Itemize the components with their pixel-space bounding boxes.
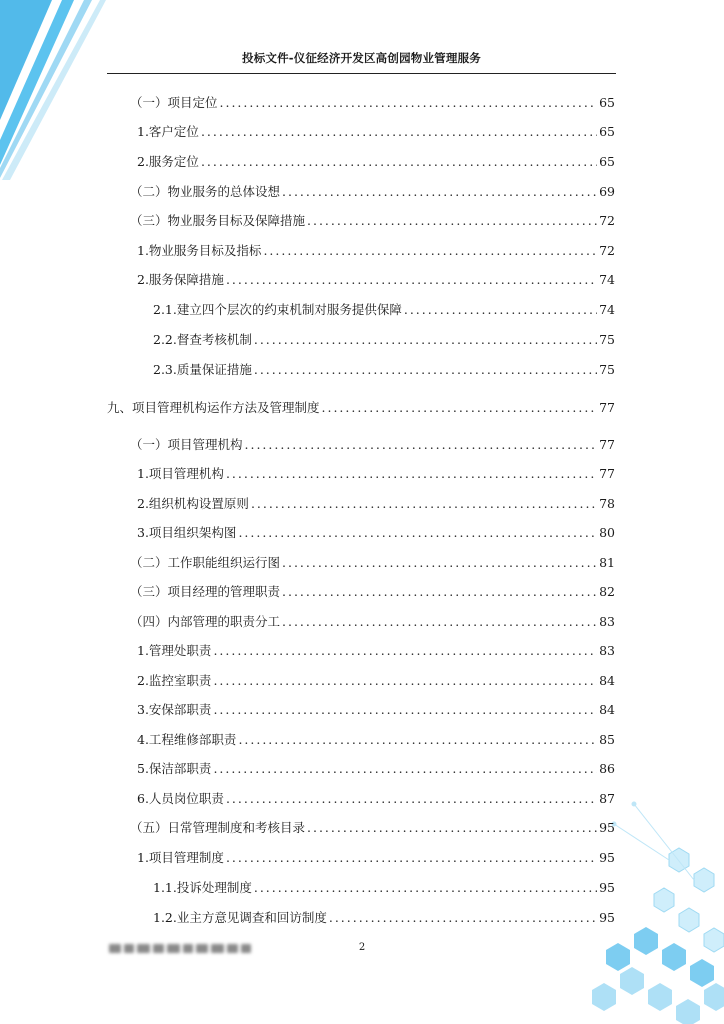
toc-entry-page: 86 — [599, 761, 615, 776]
toc-entry[interactable] — [107, 398, 615, 418]
toc-leader-dots — [254, 360, 597, 380]
toc-entry[interactable] — [137, 789, 615, 809]
toc-entry-page: 95 — [599, 910, 615, 925]
toc-entry-label: 1.1.投诉处理制度 — [153, 880, 252, 895]
toc-entry-label: 1.物业服务目标及指标 — [137, 243, 262, 258]
header-divider — [107, 73, 616, 74]
toc-entry-page: 77 — [599, 400, 615, 415]
toc-leader-dots — [201, 122, 597, 142]
toc-entry[interactable] — [153, 360, 615, 380]
toc-entry-page: 81 — [599, 555, 615, 570]
toc-entry-page: 65 — [599, 154, 615, 169]
page-number: 2 — [358, 942, 366, 953]
toc-leader-dots — [238, 523, 597, 543]
toc-entry-page: 72 — [599, 213, 615, 228]
toc-entry-label: （二）物业服务的总体设想 — [130, 184, 281, 199]
toc-entry-page: 65 — [599, 95, 615, 110]
toc-entry-label: 2.服务定位 — [137, 154, 199, 169]
toc-leader-dots — [226, 848, 597, 868]
toc-entry[interactable] — [137, 671, 615, 691]
toc-entry-label: （二）工作职能组织运行图 — [130, 555, 281, 570]
toc-entry-page: 80 — [599, 525, 615, 540]
toc-entry-label: 1.项目管理制度 — [137, 850, 224, 865]
toc-leader-dots — [201, 152, 597, 172]
toc-entry[interactable] — [137, 700, 615, 720]
toc-entry-label: 1.客户定位 — [137, 124, 199, 139]
toc-entry[interactable] — [137, 641, 615, 661]
toc-entry-label: 1.管理处职责 — [137, 643, 212, 658]
toc-entry-page: 77 — [599, 437, 615, 452]
toc-entry-label: 6.人员岗位职责 — [137, 791, 224, 806]
toc-entry-page: 75 — [599, 332, 615, 347]
toc-entry[interactable] — [130, 612, 615, 632]
page-header-title: 投标文件-仪征经济开发区高创园物业管理服务 — [242, 51, 481, 65]
redacted-footer-text — [109, 941, 251, 955]
toc-leader-dots — [282, 582, 597, 602]
toc-leader-dots — [254, 330, 597, 350]
toc-entry-label: 1.项目管理机构 — [137, 466, 224, 481]
toc-entry[interactable] — [153, 878, 615, 898]
toc-entry-page: 69 — [599, 184, 615, 199]
toc-entry-label: （三）物业服务目标及保障措施 — [130, 213, 306, 228]
toc-entry-page: 95 — [599, 820, 615, 835]
toc-entry[interactable] — [153, 300, 615, 320]
toc-entry-label: 3.项目组织架构图 — [137, 525, 237, 540]
toc-entry-page: 77 — [599, 466, 615, 481]
toc-leader-dots — [213, 700, 597, 720]
toc-entry-page: 95 — [599, 850, 615, 865]
toc-entry[interactable] — [130, 182, 615, 202]
toc-entry-page: 75 — [599, 362, 615, 377]
toc-entry-label: 2.监控室职责 — [137, 673, 212, 688]
toc-leader-dots — [254, 878, 597, 898]
toc-entry-label: （五）日常管理制度和考核目录 — [130, 820, 306, 835]
toc-leader-dots — [213, 759, 597, 779]
toc-entry[interactable] — [130, 93, 615, 113]
toc-entry-page: 83 — [599, 614, 615, 629]
toc-entry-page: 74 — [599, 272, 615, 287]
toc-leader-dots — [282, 553, 597, 573]
toc-entry-page: 65 — [599, 124, 615, 139]
toc-entry-label: 2.2.督查考核机制 — [153, 332, 252, 347]
toc-entry-page: 83 — [599, 643, 615, 658]
toc-leader-dots — [213, 671, 597, 691]
toc-leader-dots — [322, 398, 598, 418]
toc-entry[interactable] — [153, 908, 615, 928]
toc-leader-dots — [220, 93, 598, 113]
toc-entry-label: 1.2.业主方意见调查和回访制度 — [153, 910, 327, 925]
toc-leader-dots — [251, 494, 597, 514]
toc-entry[interactable] — [130, 211, 615, 231]
toc-entry[interactable] — [137, 848, 615, 868]
toc-leader-dots — [263, 241, 597, 261]
toc-entry[interactable] — [130, 553, 615, 573]
toc-entry[interactable] — [137, 152, 615, 172]
toc-entry-label: 九、项目管理机构运作方法及管理制度 — [107, 400, 320, 415]
toc-entry[interactable] — [137, 122, 615, 142]
toc-entry-label: （三）项目经理的管理职责 — [130, 584, 281, 599]
toc-entry-page: 74 — [599, 302, 615, 317]
toc-leader-dots — [226, 270, 597, 290]
toc-entry[interactable] — [130, 818, 615, 838]
toc-entry[interactable] — [137, 523, 615, 543]
toc-entry[interactable] — [137, 241, 615, 261]
toc-entry-page: 72 — [599, 243, 615, 258]
toc-leader-dots — [226, 464, 597, 484]
toc-entry-page: 82 — [599, 584, 615, 599]
toc-entry-label: （一）项目管理机构 — [130, 437, 243, 452]
toc-leader-dots — [282, 612, 597, 632]
toc-entry-page: 84 — [599, 702, 615, 717]
toc-entry[interactable] — [130, 582, 615, 602]
toc-leader-dots — [307, 818, 597, 838]
toc-entry-label: 2.3.质量保证措施 — [153, 362, 252, 377]
toc-leader-dots — [307, 211, 597, 231]
toc-leader-dots — [238, 730, 597, 750]
toc-leader-dots — [245, 435, 598, 455]
toc-entry-page: 87 — [599, 791, 615, 806]
toc-entry-label: 4.工程维修部职责 — [137, 732, 237, 747]
toc-entry-label: 2.服务保障措施 — [137, 272, 224, 287]
toc-leader-dots — [329, 908, 597, 928]
toc-entry[interactable] — [137, 494, 615, 514]
toc-leader-dots — [404, 300, 597, 320]
toc-entry-label: 3.安保部职责 — [137, 702, 212, 717]
toc-entry-page: 85 — [599, 732, 615, 747]
toc-entry-page: 78 — [599, 496, 615, 511]
toc-entry[interactable] — [137, 464, 615, 484]
toc-entry-page: 95 — [599, 880, 615, 895]
toc-entry[interactable] — [137, 759, 615, 779]
corner-stripes-decoration — [0, 0, 130, 180]
toc-entry-label: （四）内部管理的职责分工 — [130, 614, 281, 629]
toc-leader-dots — [282, 182, 597, 202]
toc-entry-label: 2.1.建立四个层次的约束机制对服务提供保障 — [153, 302, 402, 317]
toc-entry[interactable] — [130, 435, 615, 455]
toc-entry[interactable] — [137, 730, 615, 750]
toc-entry-label: 5.保洁部职责 — [137, 761, 212, 776]
toc-entry-label: （一）项目定位 — [130, 95, 218, 110]
toc-entry-label: 2.组织机构设置原则 — [137, 496, 249, 511]
toc-leader-dots — [213, 641, 597, 661]
toc-entry-page: 84 — [599, 673, 615, 688]
toc-entry[interactable] — [137, 270, 615, 290]
toc-leader-dots — [226, 789, 597, 809]
toc-entry[interactable] — [153, 330, 615, 350]
